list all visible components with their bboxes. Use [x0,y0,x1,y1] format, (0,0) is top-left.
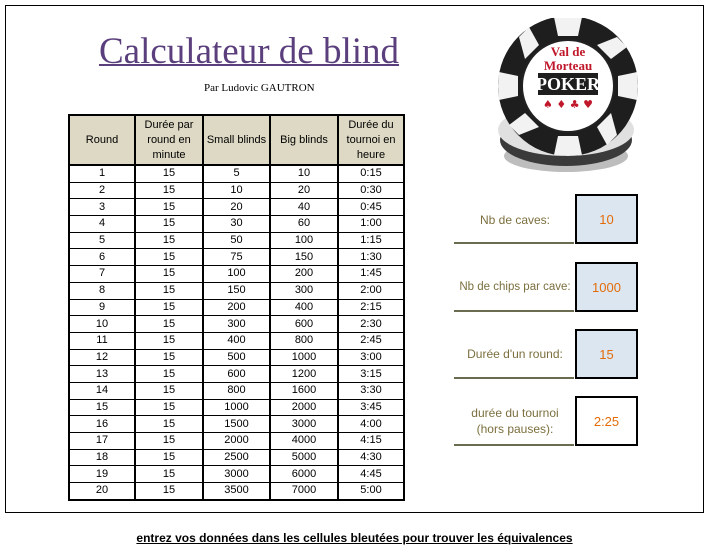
cell-small-blind[interactable]: 2500 [203,449,270,466]
table-row [69,249,404,266]
cell-big-blind[interactable]: 800 [270,332,338,349]
table-row [69,232,404,249]
table-row [69,216,404,233]
cell-round[interactable]: 6 [69,249,135,266]
cell-small-blind[interactable]: 800 [203,382,270,399]
cell-round[interactable]: 19 [69,466,135,483]
cell-big-blind[interactable]: 400 [270,299,338,316]
cell-round[interactable]: 13 [69,366,135,383]
cell-duree-tournoi[interactable]: 4:15 [338,433,404,450]
chips-label: Nb de chips par cave: [459,281,571,293]
cell-duree-tournoi[interactable]: 1:15 [338,232,404,249]
table-row [69,466,404,483]
cell-duree-round[interactable]: 15 [135,399,203,416]
cell-round[interactable]: 5 [69,232,135,249]
cell-duree-tournoi[interactable]: 0:30 [338,182,404,199]
header-small-blinds: Small blinds [203,115,270,165]
cell-duree-round[interactable]: 15 [135,316,203,333]
cell-duree-round[interactable]: 15 [135,449,203,466]
logo-text-poker: POKER [535,74,601,94]
page-title: Calculateur de blind [99,31,400,72]
cell-small-blind[interactable]: 3500 [203,483,270,500]
cell-round[interactable]: 12 [69,349,135,366]
caves-label: Nb de caves: [479,213,551,227]
tournament-duration-label-line1: durée du tournoi [471,406,559,420]
cell-duree-tournoi[interactable]: 4:45 [338,466,404,483]
cell-small-blind[interactable]: 150 [203,282,270,299]
cell-round[interactable]: 17 [69,433,135,450]
cell-big-blind[interactable]: 6000 [270,466,338,483]
cell-duree-round[interactable]: 15 [135,232,203,249]
cell-duree-tournoi[interactable]: 2:15 [338,299,404,316]
cell-duree-round[interactable]: 15 [135,466,203,483]
table-row [69,483,404,500]
cell-big-blind[interactable]: 4000 [270,433,338,450]
cell-big-blind[interactable]: 1600 [270,382,338,399]
cell-round[interactable]: 2 [69,182,135,199]
cell-big-blind[interactable]: 10 [270,165,338,182]
cell-round[interactable]: 4 [69,216,135,233]
cell-duree-round[interactable]: 15 [135,366,203,383]
table-row [69,449,404,466]
logo-text-line2: Morteau [543,58,593,73]
cell-duree-round[interactable]: 15 [135,349,203,366]
cell-duree-tournoi[interactable]: 1:45 [338,266,404,283]
cell-big-blind[interactable]: 100 [270,232,338,249]
cell-duree-tournoi[interactable]: 0:45 [338,199,404,216]
round-duration-underline [454,377,574,379]
cell-duree-round[interactable]: 15 [135,199,203,216]
author-credit: Par Ludovic GAUTRON [204,82,315,94]
cell-small-blind[interactable]: 50 [203,232,270,249]
cell-small-blind[interactable]: 100 [203,266,270,283]
cell-duree-tournoi[interactable]: 4:00 [338,416,404,433]
table-row [69,382,404,399]
cell-big-blind[interactable]: 40 [270,199,338,216]
cell-duree-round[interactable]: 15 [135,382,203,399]
cell-small-blind[interactable]: 75 [203,249,270,266]
header-round: Round [69,115,135,165]
cell-small-blind[interactable]: 1500 [203,416,270,433]
cell-round[interactable]: 15 [69,399,135,416]
header-big-blinds: Big blinds [270,115,338,165]
cell-duree-tournoi[interactable]: 4:30 [338,449,404,466]
cell-duree-tournoi[interactable]: 2:45 [338,332,404,349]
cell-round[interactable]: 14 [69,382,135,399]
cell-small-blind[interactable]: 5 [203,165,270,182]
cell-duree-round[interactable]: 15 [135,433,203,450]
tournament-duration-value: 2:25 [575,396,638,446]
cell-big-blind[interactable]: 600 [270,316,338,333]
table-row [69,349,404,366]
cell-duree-tournoi[interactable]: 2:00 [338,282,404,299]
cell-round[interactable]: 9 [69,299,135,316]
chips-input[interactable]: 1000 [575,262,638,312]
table-row [69,433,404,450]
logo-text-line1: Val de [550,44,586,59]
caves-underline [454,242,574,244]
cell-small-blind[interactable]: 200 [203,299,270,316]
table-row [69,299,404,316]
table-row [69,399,404,416]
cell-small-blind[interactable]: 2000 [203,433,270,450]
table-row [69,182,404,199]
table-row [69,332,404,349]
cell-round[interactable]: 16 [69,416,135,433]
cell-big-blind[interactable]: 5000 [270,449,338,466]
cell-duree-round[interactable]: 15 [135,332,203,349]
instructions-footer: entrez vos données dans les cellules bleutées pour trouver les équivalences [136,531,573,545]
cell-duree-round[interactable]: 15 [135,483,203,500]
round-duration-label: Durée d'un round: [467,347,563,361]
cell-duree-tournoi[interactable]: 3:30 [338,382,404,399]
header-duree-tournoi: Durée du tournoi en heure [338,115,404,165]
cell-big-blind[interactable]: 200 [270,266,338,283]
cell-small-blind[interactable]: 600 [203,366,270,383]
cell-small-blind[interactable]: 20 [203,199,270,216]
cell-round[interactable]: 18 [69,449,135,466]
cell-duree-tournoi[interactable]: 5:00 [338,483,404,500]
chips-underline [454,310,574,312]
cell-small-blind[interactable]: 400 [203,332,270,349]
table-header-row [69,115,404,165]
cell-big-blind[interactable]: 300 [270,282,338,299]
cell-big-blind[interactable]: 1200 [270,366,338,383]
cell-big-blind[interactable]: 150 [270,249,338,266]
cell-round[interactable]: 3 [69,199,135,216]
table-row [69,165,404,182]
table-row [69,199,404,216]
cell-small-blind[interactable]: 30 [203,216,270,233]
cell-round[interactable]: 8 [69,282,135,299]
table-row [69,366,404,383]
table-row [69,282,404,299]
cell-small-blind[interactable]: 300 [203,316,270,333]
cell-big-blind[interactable]: 7000 [270,483,338,500]
cell-big-blind[interactable]: 1000 [270,349,338,366]
blinds-table [68,114,405,501]
cell-big-blind[interactable]: 2000 [270,399,338,416]
cell-round[interactable]: 20 [69,483,135,500]
cell-small-blind[interactable]: 1000 [203,399,270,416]
poker-chip-logo [494,18,644,176]
header-duree-round: Durée par round en minute [135,115,203,165]
cell-duree-tournoi[interactable]: 1:30 [338,249,404,266]
cell-big-blind[interactable]: 20 [270,182,338,199]
tournament-duration-underline [454,444,574,446]
cell-duree-round[interactable]: 15 [135,165,203,182]
cell-small-blind[interactable]: 500 [203,349,270,366]
cell-duree-round[interactable]: 15 [135,249,203,266]
cell-duree-tournoi[interactable]: 0:15 [338,165,404,182]
tournament-duration-label-line2: (hors pauses): [476,422,554,436]
tournament-duration-label [458,405,572,437]
cell-round[interactable]: 11 [69,332,135,349]
cell-duree-round[interactable]: 15 [135,299,203,316]
cell-duree-tournoi[interactable]: 2:30 [338,316,404,333]
table-row [69,266,404,283]
cell-big-blind[interactable]: 3000 [270,416,338,433]
cell-round[interactable]: 10 [69,316,135,333]
cell-duree-round[interactable]: 15 [135,282,203,299]
cell-duree-round[interactable]: 15 [135,266,203,283]
cell-duree-round[interactable]: 15 [135,416,203,433]
cell-duree-tournoi[interactable]: 3:00 [338,349,404,366]
cell-big-blind[interactable]: 60 [270,216,338,233]
cell-round[interactable]: 7 [69,266,135,283]
logo-suits: ♠ ♦ ♣ ♥ [543,98,593,111]
table-row [69,416,404,433]
cell-duree-round[interactable]: 15 [135,216,203,233]
table-row [69,316,404,333]
cell-small-blind[interactable]: 3000 [203,466,270,483]
cell-duree-tournoi[interactable]: 3:45 [338,399,404,416]
round-duration-input[interactable]: 15 [575,329,638,379]
cell-small-blind[interactable]: 10 [203,182,270,199]
cell-duree-tournoi[interactable]: 1:00 [338,216,404,233]
cell-round[interactable]: 1 [69,165,135,182]
caves-input[interactable]: 10 [575,194,638,244]
cell-duree-round[interactable]: 15 [135,182,203,199]
cell-duree-tournoi[interactable]: 3:15 [338,366,404,383]
